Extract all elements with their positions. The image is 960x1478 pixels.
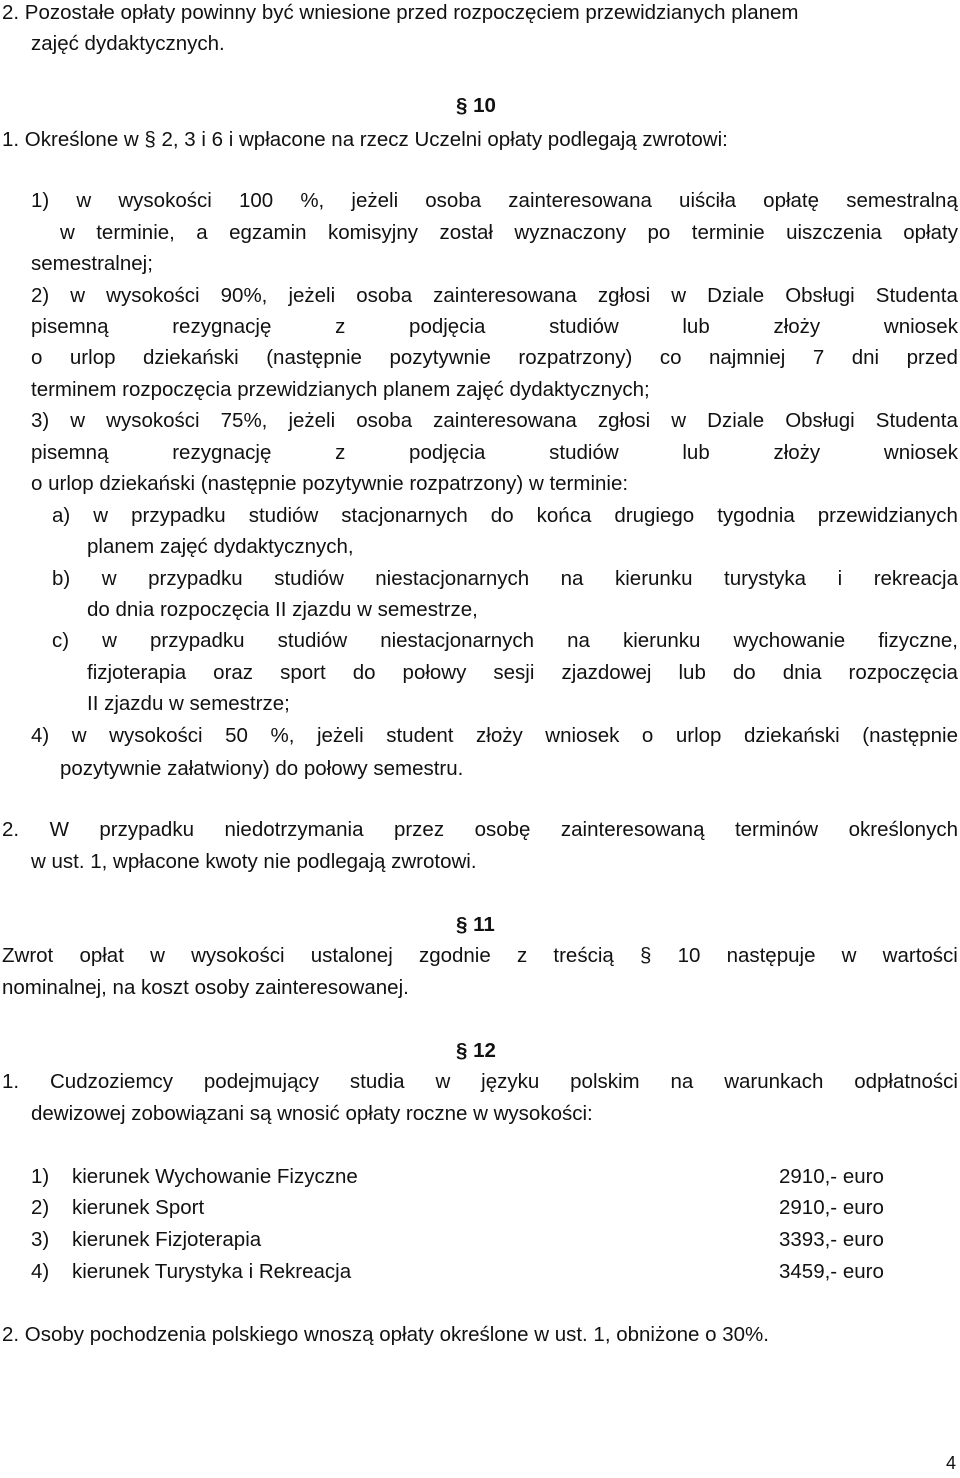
word: do [490,504,514,527]
sub-item-line [52,503,958,529]
word: Studenta [875,284,958,307]
word: pisemną [31,441,109,464]
word: odpłatności [854,1070,958,1093]
word: dnia [782,661,822,684]
word: określonych [848,818,958,841]
paragraph-line: nominalnej, na koszt osoby zainteresowanej. [2,976,409,999]
word: przewidzianych [817,504,958,527]
list-item-line [31,345,958,371]
word: kierunku [615,567,693,590]
word: najmniej [708,346,786,369]
word: Zwrot [2,944,54,967]
sub-item-line: II zjazdu w semestrze; [87,692,290,715]
sub-item-line: do dnia rozpoczęcia II zjazdu w semestrze, [87,598,478,621]
word: przypadku [149,629,245,652]
word: osobę [474,818,531,841]
word: zainteresowana [508,189,652,212]
word: złoży [773,441,821,464]
sub-item-line [52,566,958,592]
word: w [60,221,75,244]
word: 90%, [220,284,268,307]
word: rozpatrzony) [518,346,633,369]
page-number: 4 [946,1453,957,1473]
word: turystyka [724,567,807,590]
word: wysokości [109,724,203,747]
word: 10 [677,944,701,967]
word: %, [270,724,295,747]
word: jeżeli [351,189,399,212]
word: na [560,567,584,590]
word: z [516,944,528,967]
word: opłatę [763,189,820,212]
word: W [49,818,69,841]
section-heading-10: § 10 [456,94,496,117]
word: kierunku [622,629,701,652]
word: terminów [734,818,819,841]
word: rezygnację [172,315,272,338]
word: w [76,189,92,212]
word: wniosek [883,441,958,464]
word: dziekański [743,724,840,747]
word: 100 [238,189,274,212]
word: wartości [882,944,958,967]
word: studiów [549,441,619,464]
word: sport [280,661,326,684]
word: przypadku [131,504,226,527]
fee-amount: 3459,- euro [779,1260,884,1283]
word: zgodnie [418,944,491,967]
word: Dziale [707,284,765,307]
word: i [837,567,843,590]
word: zgłosi [597,409,651,432]
word: połowy [402,661,467,684]
word: sesji [493,661,535,684]
word: w [71,724,87,747]
word: Dziale [707,409,765,432]
sub-item-line [52,628,958,654]
paragraph-line: dewizowej zobowiązani są wnosić opłaty roczne w wysokości: [31,1102,593,1125]
paragraph-line [2,943,958,969]
word: fizyczne, [878,629,958,652]
word: jeżeli [316,724,364,747]
word: dni [851,346,880,369]
word: do [732,661,756,684]
fee-name: kierunek Turystyka i Rekreacja [72,1260,352,1283]
list-item-line [31,188,958,214]
word: semestralną [846,189,958,212]
word: końca [536,504,592,527]
word: stacjonarnych [341,504,468,527]
word: urlop [675,724,722,747]
word: podjęcia [409,441,486,464]
word: Obsługi [785,409,855,432]
word: wysokości [191,944,285,967]
word: 2) [31,284,50,307]
word: oraz [213,661,254,684]
word: co [659,346,682,369]
word: wniosek [883,315,958,338]
word: zainteresowaną [560,818,705,841]
word: %, [300,189,325,212]
word: egzamin [229,221,307,244]
word: złoży [476,724,523,747]
word: w [70,409,86,432]
word: osoba [356,409,413,432]
word: z [335,315,346,338]
word: pisemną [31,315,109,338]
fee-number: 3) [31,1228,50,1251]
word: zjazdowej [561,661,652,684]
word: Cudzoziemcy [49,1070,174,1093]
word: w [101,567,117,590]
fee-amount: 3393,- euro [779,1228,884,1251]
word: w [150,944,165,967]
word: przypadku [99,818,194,841]
word: następuje [726,944,816,967]
list-item-line: pozytywnie załatwiony) do połowy semestru. [60,757,464,780]
word: wysokości [118,189,212,212]
word: osoba [356,284,413,307]
word: dziekański [143,346,239,369]
list-item-line: o urlop dziekański (następnie pozytywnie rozpatrzony) w terminie: [31,472,629,495]
word: rezygnację [172,441,272,464]
word: rozpoczęcia [848,661,958,684]
word: w [671,409,687,432]
paragraph-line: w ust. 1, wpłacone kwoty nie podlegają zwrotowi. [31,850,477,873]
fee-name: kierunek Wychowanie Fizyczne [72,1165,358,1188]
word: a [196,221,208,244]
word: przez [393,818,445,841]
word: (następnie [862,724,958,747]
word: 3) [31,409,50,432]
word: § [639,944,652,967]
word: studiów [277,629,348,652]
list-item-line [31,723,958,749]
word: w [93,504,109,527]
word: terminie, [96,221,175,244]
word: studiów [549,315,619,338]
word: języku [481,1070,540,1093]
fee-amount: 2910,- euro [779,1165,884,1188]
list-item-line: terminem rozpoczęcia przewidzianych planem zajęć dydaktycznych; [31,378,650,401]
word: w [841,944,857,967]
word: uiściła [679,189,737,212]
word: przypadku [148,567,243,590]
word: drugiego [614,504,695,527]
word: terminie [691,221,765,244]
paragraph-line [2,817,958,843]
word: tygodnia [717,504,795,527]
word: w [671,284,687,307]
list-item-line [31,283,958,309]
word: z [335,441,346,464]
word: studia [349,1070,405,1093]
word: 1. [2,1070,20,1093]
word: wychowanie [733,629,846,652]
word: c) [52,629,70,652]
list-item-line: semestralnej; [31,252,153,275]
list-item-line [31,314,958,340]
word: przed [906,346,958,369]
sub-item-line: planem zajęć dydaktycznych, [87,535,354,558]
paragraph-line: zajęć dydaktycznych. [31,32,225,55]
fee-name: kierunek Sport [72,1196,205,1219]
paragraph-line: 2. Pozostałe opłaty powinny być wniesione przed rozpoczęciem przewidzianych planem [2,1,799,24]
word: opłat [79,944,124,967]
word: warunkach [724,1070,824,1093]
word: w [435,1070,451,1093]
word: o [641,724,654,747]
word: został [439,221,493,244]
word: (następnie [266,346,362,369]
word: złoży [773,315,821,338]
word: fizjoterapia [87,661,187,684]
word: 2. [2,818,20,841]
word: niestacjonarnych [380,629,535,652]
word: lub [678,661,706,684]
list-item-line [60,220,958,246]
word: opłaty [903,221,958,244]
word: Studenta [875,409,958,432]
word: jeżeli [288,409,336,432]
word: b) [52,567,71,590]
word: niestacjonarnych [375,567,530,590]
fee-number: 2) [31,1196,50,1219]
word: treścią [553,944,614,967]
word: 50 [225,724,248,747]
word: wysokości [106,284,200,307]
word: niedotrzymania [224,818,364,841]
section-heading-12: § 12 [456,1039,496,1062]
paragraph-line: 2. Osoby pochodzenia polskiego wnoszą opłaty określone w ust. 1, obniżone o 30%. [2,1323,769,1346]
word: Obsługi [785,284,855,307]
word: wysokości [106,409,200,432]
word: ustalonej [310,944,393,967]
word: 7 [812,346,825,369]
word: zainteresowana [433,409,577,432]
word: studiów [274,567,344,590]
list-item-line [31,440,958,466]
fee-number: 4) [31,1260,50,1283]
word: osoba [425,189,482,212]
word: na [567,629,590,652]
word: zgłosi [597,284,651,307]
word: a) [52,504,71,527]
word: komisyjny [328,221,419,244]
word: do [352,661,376,684]
word: na [670,1070,694,1093]
word: wniosek [545,724,620,747]
fee-number: 1) [31,1165,50,1188]
word: urlop [69,346,116,369]
word: lub [682,441,710,464]
word: podjęcia [409,315,486,338]
word: studiów [248,504,319,527]
word: 4) [31,724,50,747]
paragraph-line [2,1069,958,1095]
section-heading-11: § 11 [456,913,495,936]
sub-item-line [87,660,958,686]
word: po [647,221,671,244]
word: w [102,629,117,652]
word: zainteresowana [433,284,577,307]
list-item-line [31,408,958,434]
word: 75%, [220,409,268,432]
fee-amount: 2910,- euro [779,1196,884,1219]
word: polskim [570,1070,640,1093]
fee-name: kierunek Fizjoterapia [72,1228,262,1251]
word: pozytywnie [389,346,491,369]
word: student [386,724,454,747]
word: lub [682,315,710,338]
word: wyznaczony [514,221,627,244]
word: 1) [31,189,50,212]
word: uiszczenia [786,221,882,244]
word: o [31,346,43,369]
paragraph-line: 1. Określone w § 2, 3 i 6 i wpłacone na rzecz Uczelni opłaty podlegają zwrotowi: [2,128,728,151]
word: podejmujący [203,1070,319,1093]
word: rekreacja [873,567,958,590]
word: jeżeli [288,284,336,307]
word: w [70,284,86,307]
